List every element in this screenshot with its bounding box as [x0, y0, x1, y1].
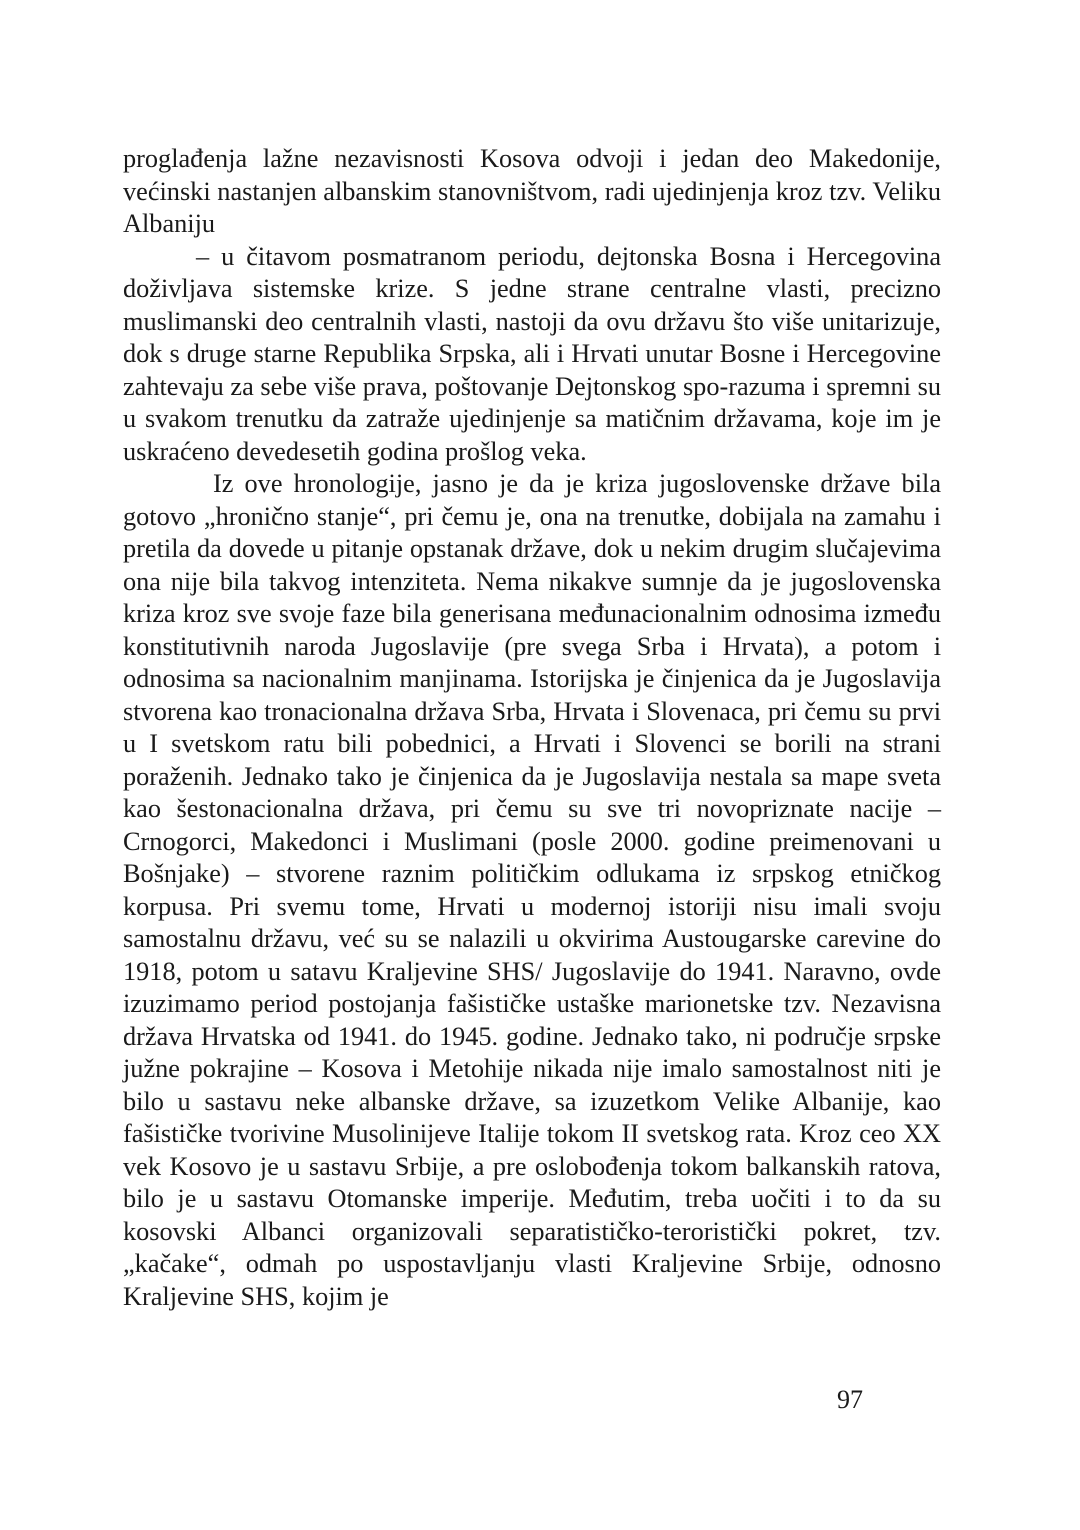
paragraph-2: – u čitavom posmatranom periodu, dejtonska Bosna i Hercegovina doživljava sistemske krize. S jedne strane centralne vlasti, precizno muslimanski deo centralnih vlasti, nastoji da ovu državu što više unitarizuje, dok s druge starne Republika Srpska, ali i Hrvati unutar Bosne i Hercegovine zahtevaju za sebe više prava, poštovanje Dejtonskog spo-razuma i spremni su u svakom trenutku da zatraže ujedinjenje sa matičnim državama, koje im je uskraćeno devedesetih godina prošlog veka.	[123, 241, 941, 466]
page-number: 97	[837, 1385, 863, 1414]
paragraph-1: proglađenja lažne nezavisnosti Kosova odvoji i jedan deo Makedonije, većinski nastanjen albanskim stanovništvom, radi ujedinjenja kroz tzv. Veliku Albaniju	[123, 144, 941, 238]
page-body	[123, 143, 941, 1313]
paragraph-3: Iz ove hronologije, jasno je da je kriza jugoslovenske države bila gotovo „hronično stanje“, pri čemu je, ona na trenutke, dobijala na zamahu i pretila da dovede u pitanje opstanak države, dok u nekim drugim slučajevima ona nije bila takvog intenziteta. Nema nikakve sumnje da je jugoslovenska kriza kroz sve svoje faze bila generisana međunacionalnim odnosima između konstitutivnih naroda Jugoslavije (pre svega Srba i Hrvata), a potom i odnosima sa nacionalnim manjinama. Istorijska je činjenica da je Jugoslavija stvorena kao tronacionalna država Srba, Hrvata i Slovenaca, pri čemu su prvi u I svetskom ratu bili pobednici, a Hrvati i Slovenci se borili na strani poraženih. Jednako tako je činjenica da je Jugoslavija nestala sa mape sveta kao šestonacionalna država, pri čemu su sve tri novopriznate nacije – Crnogorci, Makedonci i Muslimani (posle 2000. godine preimenovani u Bošnjake) – stvorene raznim političkim odlukama iz srpskog etničkog korpusa. Pri svemu tome, Hrvati u modernoj istoriji nisu imali svoju samostalnu državu, već su se nalazili u okvirima Austougarske carevine do 1918, potom u satavu Kraljevine SHS/ Jugoslavije do 1941. Naravno, ovde izuzimamo period postojanja fašističke ustaške marionetske tzv. Nezavisna država Hrvatska od 1941. do 1945. godine. Jednako tako, ni područje srpske južne pokrajine – Kosova i Metohije nikada nije imalo samostalnost niti je bilo u sastavu neke albanske države, sa izuzetkom Velike Albanije, kao fašističke tvorivine Musolinijeve Italije tokom II svetskog rata. Kroz ceo XX vek Kosovo je u sastavu Srbije, a pre oslobođenja tokom balkanskih ratova, bilo je u sastavu Otomanske imperije. Međutim, treba uočiti i to da su kosovski Albanci organizovali separatističko-teroristički pokret, tzv. „kačake“, odmah po uspostavljanju vlasti Kraljevine Srbije, odnosno Kraljevine SHS, kojim je	[123, 469, 941, 1311]
